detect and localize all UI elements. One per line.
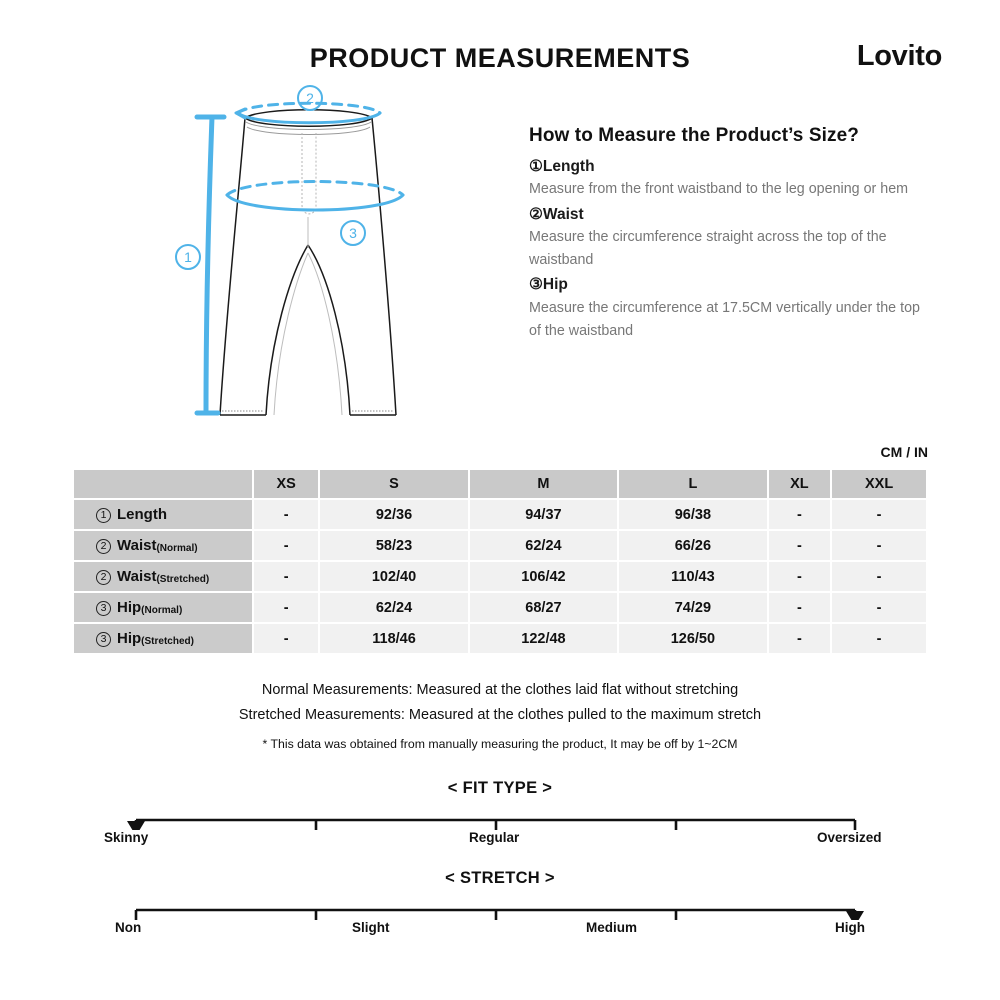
table-row [74,562,926,591]
table-row [74,593,926,622]
fit-type-label-oversized: Oversized [817,830,882,845]
table-row [74,500,926,529]
table-corner-cell [74,470,252,498]
table-header-row [74,470,926,498]
cell-waiststretched-m: 106/42 [470,562,617,591]
cell-hipstretched-s: 118/46 [320,624,467,653]
cell-hipstretched-m: 122/48 [470,624,617,653]
cell-length-l: 96/38 [619,500,766,529]
stretch-label-high: High [835,920,865,935]
cell-waiststretched-xl: - [769,562,831,591]
stretch-axis [0,888,1000,920]
column-header-l: L [619,470,766,498]
row-label-qualifier: (Stretched) [156,574,210,585]
cell-hipstretched-xl: - [769,624,831,653]
cell-hipstretched-l: 126/50 [619,624,766,653]
callout-3 [341,221,365,245]
step-marker-1: ① [529,158,543,175]
note-stretched: Stretched Measurements: Measured at the clothes pulled to the maximum stretch [238,706,762,723]
fit-type-marker-icon [127,821,145,830]
cell-hipstretched-xxl: - [832,624,926,653]
step-hip-body: Measure the circumference at 17.5CM vertically under the top of the waistband [529,299,920,340]
cell-waistnormal-xl: - [769,531,831,560]
cell-waiststretched-s: 102/40 [320,562,467,591]
units-label: CM / IN [880,444,928,460]
column-header-m: M [470,470,617,498]
stretch-label-non: Non [115,920,142,935]
callout-1 [176,245,200,269]
step-hip-title [529,274,929,296]
column-header-xs: XS [254,470,318,498]
row-label-hip-stretched [74,624,252,653]
fit-type-label-skinny: Skinny [104,830,149,845]
step-label-3: Hip [542,276,568,294]
stretch-label-medium: Medium [586,920,638,935]
cell-hipnormal-xxl: - [832,593,926,622]
note-normal: Normal Measurements: Measured at the clothes laid flat without stretching [261,682,739,698]
how-to-measure-heading: How to Measure the Product’s Size? [529,125,859,146]
table-row [74,624,926,653]
measurements-table [72,468,928,655]
how-to-measure-panel [529,125,929,344]
note-disclaimer: * This data was obtained from manually measuring the product, It may be off by 1~2CM [262,737,738,751]
row-label-text: Length [117,506,167,523]
cell-waistnormal-xxl: - [832,531,926,560]
pants-measurement-diagram [150,85,490,445]
row-label-text: Waist [117,537,157,554]
fit-type-labels [0,830,1000,852]
step-waist-body: Measure the circumference straight across the top of the waistband [529,229,887,269]
cell-length-xs: - [254,500,318,529]
measurement-notes [0,678,1000,728]
column-header-s: S [320,470,467,498]
fit-type-title: < FIT TYPE > [447,779,553,797]
row-label-qualifier: (Stretched) [141,636,194,647]
cell-waistnormal-s: 58/23 [320,531,467,560]
table-row [74,531,926,560]
step-marker-3: ③ [529,276,543,294]
cell-waistnormal-l: 66/26 [619,531,766,560]
cell-hipnormal-xl: - [769,593,831,622]
stretch-title: < STRETCH > [445,869,555,887]
stretch-labels [0,920,1000,942]
row-label-qualifier: (Normal) [141,605,183,616]
stretch-marker-icon [846,911,864,920]
table-head [74,470,926,498]
cell-hipstretched-xs: - [254,624,318,653]
cell-waistnormal-m: 62/24 [470,531,617,560]
step-length-title [529,156,929,178]
svg-text:3: 3 [349,225,357,241]
row-marker-icon: 3 [96,601,111,616]
row-label-waist-normal [74,531,252,560]
step-label-1: Length [542,158,595,175]
svg-text:2: 2 [306,90,314,106]
row-label-waist-stretched [74,562,252,591]
row-label-qualifier: (Normal) [156,543,198,554]
cell-length-xxl: - [832,500,926,529]
svg-text:1: 1 [184,249,192,265]
cell-hipnormal-xs: - [254,593,318,622]
row-marker-icon: 3 [96,632,111,647]
row-marker-icon: 2 [96,539,111,554]
step-waist-title [529,204,929,226]
fit-type-label-regular: Regular [469,830,520,845]
stretch-scale [0,869,1000,942]
brand-logo: Lovito [856,40,942,72]
row-marker-icon: 2 [96,570,111,585]
cell-hipnormal-l: 74/29 [619,593,766,622]
page-title: PRODUCT MEASUREMENTS [309,43,691,73]
step-length-body: Measure from the front waistband to the leg opening or hem [529,181,909,198]
fit-type-axis [0,798,1000,830]
cell-length-m: 94/37 [470,500,617,529]
row-label-length [74,500,252,529]
stretch-label-slight: Slight [352,920,390,935]
row-label-text: Waist [117,568,157,585]
cell-waistnormal-xs: - [254,531,318,560]
row-marker-icon: 1 [96,508,111,523]
cell-waiststretched-xs: - [254,562,318,591]
column-header-xl: XL [769,470,831,498]
column-header-xxl: XXL [832,470,926,498]
cell-length-s: 92/36 [320,500,467,529]
row-label-text: Hip [117,630,142,647]
fit-type-scale [0,779,1000,852]
table-body [74,500,926,653]
row-label-hip-normal [74,593,252,622]
step-marker-2: ② [529,205,543,223]
cell-waiststretched-xxl: - [832,562,926,591]
cell-length-xl: - [769,500,831,529]
callout-2 [298,86,322,110]
cell-waiststretched-l: 110/43 [619,562,766,591]
step-label-2: Waist [542,205,584,223]
row-label-text: Hip [117,599,142,616]
cell-hipnormal-s: 62/24 [320,593,467,622]
cell-hipnormal-m: 68/27 [470,593,617,622]
